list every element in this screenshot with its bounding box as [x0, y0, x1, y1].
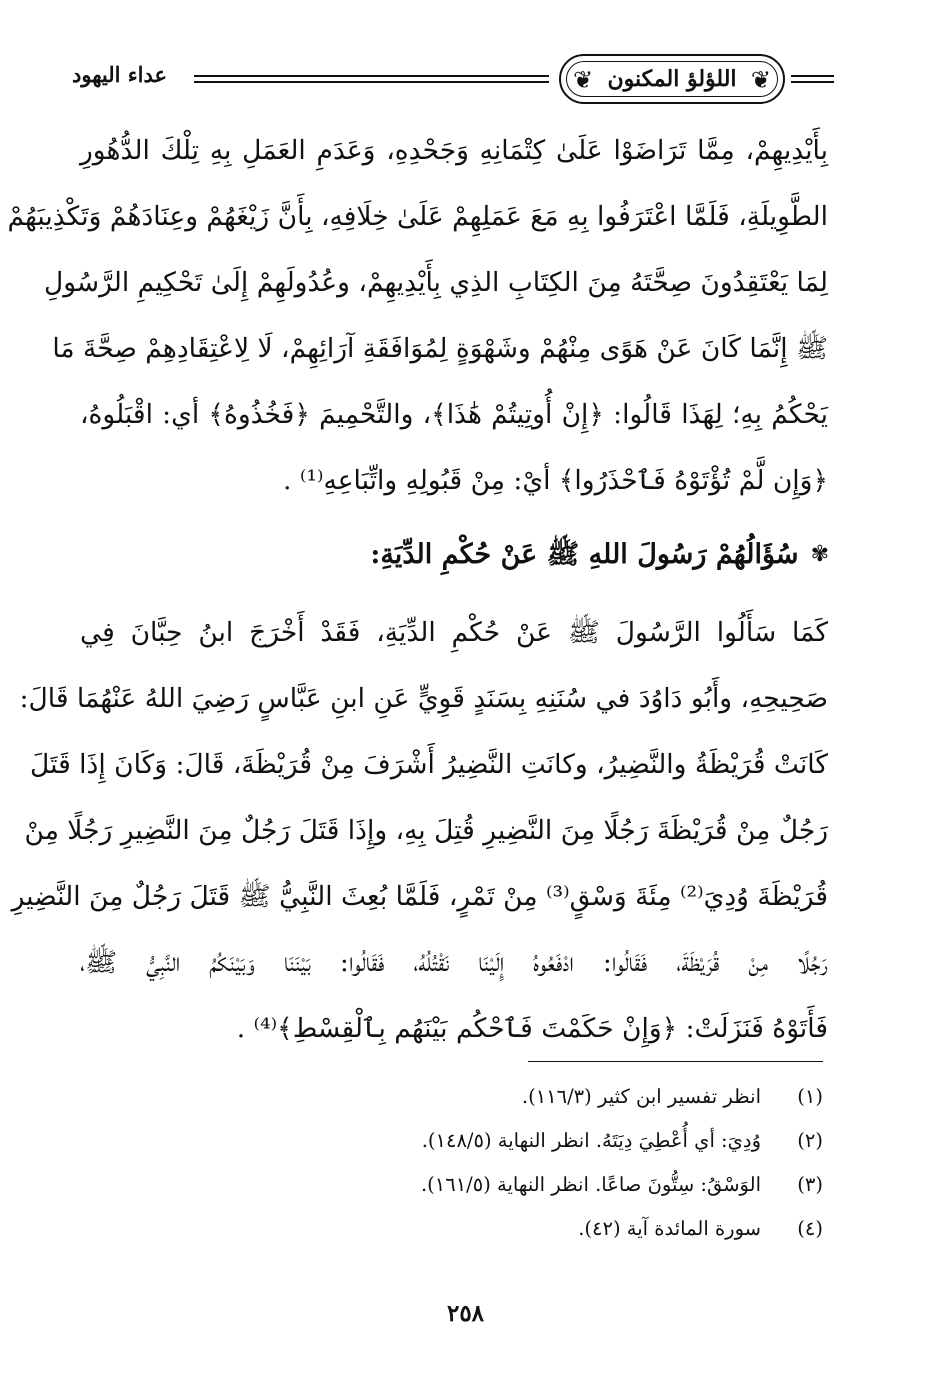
text-line: كَمَا سَأَلُوا الرَّسُولَ ﷺ عَنْ حُكْمِ الدِّيَةِ، فَقَدْ أَخْرَجَ ابنُ حِبَّانَ فِي: [80, 617, 828, 648]
text-line: ﷺ إِنَّمَا كَانَ عَنْ هَوًى مِنْهُمْ وشَهْوَةٍ لِمُوَافَقَةِ آرَائِهِمْ، لَا لِاعْتِقَادِهِمْ صِحَّةَ مَا: [52, 333, 828, 364]
footnote-number: (١): [797, 1084, 823, 1108]
text-line: بِأَيْدِيهِمْ، مِمَّا تَرَاضَوْا عَلَىٰ كِتْمَانِهِ وَجَحْدِهِ، وَعَدَمِ العَمَلِ بِهِ تِلْكَ الدُّهُورِ: [80, 135, 828, 166]
paragraph-1: [7, 118, 828, 514]
text-line: لِمَا يَعْتَقِدُونَ صِحَّتَهُ مِنَ الكِتَابِ الذِي بِأَيْدِيهِمْ، وعُدُولَهِمْ إِلَىٰ تَحْكِيمِ الرَّسُولِ: [43, 267, 828, 298]
header-rule-right: [791, 75, 834, 83]
text-line: يَحْكُمُ بِهِ؛ لِهَذَا قَالُوا: ﴿إِنْ أُوتِيتُمْ هَٰذَا﴾، والتَّحْمِيمَ ﴿فَخُذُوهُ﴾ أي: اقْبَلُوهُ،: [80, 399, 828, 430]
running-header: [72, 52, 832, 106]
footnote-number: (٤): [797, 1216, 823, 1240]
text-line: صَحِيحِهِ، وأَبُو دَاوُدَ في سُنَنِهِ بِسَنَدٍ قَوِيٍّ عَنِ ابنِ عَبَّاسٍ رَضِيَ اللهُ عَنْهُمَا قَالَ:: [19, 683, 828, 714]
footnote-number: (٣): [797, 1172, 823, 1196]
text-line: رَجُلًا مِنْ قُرَيْظَةَ، فَقَالُوا: ادْفَعُوهُ إِلَيْنَا نَقْتُلُهُ، فَقَالُوا: بَيْنَنَا وَبَيْنَكُمُ النَّبِيُّ ﷺ،: [80, 947, 828, 978]
footnote-text: انظر تفسير ابن كثير (١١٦/٣).: [521, 1084, 761, 1108]
page-number: ٢٥٨: [446, 1300, 485, 1327]
footnote-number: (٢): [797, 1128, 823, 1152]
text-line: فَأَتَوْهُ فَنَزَلَتْ: ﴿وَإِنْ حَكَمْتَ فَٱحْكُم بَيْنَهُم بِٱلْقِسْطِ﴾⁽⁴⁾ .: [236, 1013, 828, 1044]
paragraph-2: [11, 600, 828, 1062]
footnote-text: سورة المائدة آية (٤٢).: [578, 1216, 761, 1240]
footnote: [421, 1118, 823, 1162]
text-line: الطَّوِيلَةِ، فَلَمَّا اعْتَرَفُوا بِهِ مَعَ عَمَلِهِمْ عَلَىٰ خِلَافِهِ، بِأَنَّ زَيْغَهُمْ وعِنَادَهُمْ وَتَكْذِيبَهُمْ: [7, 201, 828, 232]
book-title-cartouche: [559, 54, 785, 104]
ornament-icon: ❦: [573, 66, 594, 94]
footnote: [421, 1074, 823, 1118]
ornament-icon: ❦: [750, 66, 771, 94]
section-title: عداء اليهود: [72, 62, 168, 87]
text-line: كَانَتْ قُرَيْظَةُ والنَّضِيرُ، وكانَتِ النَّضِيرُ أَشْرَفَ مِنْ قُرَيْظَةَ، قَالَ: وَكَانَ إِذَا قَتَلَ: [30, 749, 828, 780]
text-line: ﴿وَإِن لَّمْ تُؤْتَوْهُ فَٱحْذَرُوا﴾ أيْ: مِنْ قَبُولِهِ واتِّبَاعِهِ⁽¹⁾ .: [283, 465, 828, 496]
footnote-text: وُدِيَ: أي أُعْطِيَ دِيَتَهُ. انظر النهاية (١٤٨/٥).: [421, 1128, 761, 1152]
text-line: رَجُلٌ مِنْ قُرَيْظَةَ رَجُلًا مِنَ النَّضِيرِ قُتِلَ بِهِ، وإِذَا قَتَلَ رَجُلٌ مِنَ النَّضِيرِ رَجُلًا مِنْ: [24, 815, 828, 846]
footnote: [421, 1162, 823, 1206]
flower-ornament-icon: ✾: [810, 542, 829, 567]
subheading-text: سُؤَالُهُمْ رَسُولَ اللهِ ﷺ عَنْ حُكْمِ الدِّيَةِ:: [370, 539, 799, 570]
subheading: [370, 533, 829, 577]
footnote-text: الوَسْقُ: سِتُّونَ صاعًا. انظر النهاية (١٦١/٥).: [420, 1172, 761, 1196]
book-title: اللؤلؤ المكنون: [607, 66, 737, 92]
text-line: قُرَيْظَةَ وُدِيَ⁽²⁾ مِئَةَ وَسْقٍ⁽³⁾ مِنْ تَمْرٍ، فَلَمَّا بُعِثَ النَّبِيُّ ﷺ قَتَلَ رَجُلٌ مِنَ النَّضِيرِ: [11, 881, 828, 912]
footnotes: [421, 1074, 823, 1250]
footnote: [421, 1206, 823, 1250]
header-rule-left: [194, 75, 549, 83]
footnote-divider: [528, 1061, 823, 1062]
